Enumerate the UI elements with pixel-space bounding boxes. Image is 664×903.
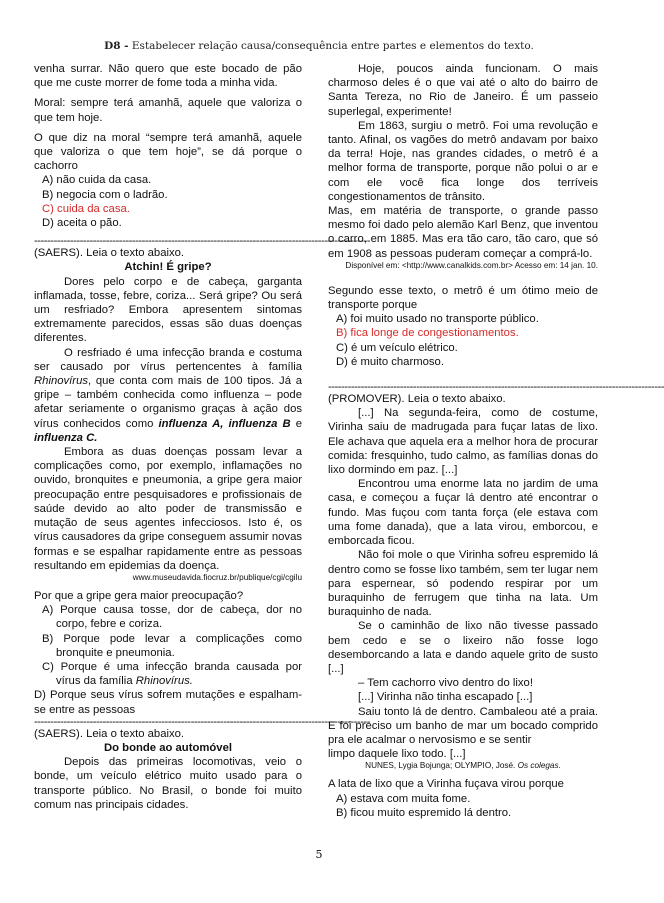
virinha-paragraph-6: limpo daquele lixo todo. [...]	[328, 748, 466, 761]
question-2-option-a: A) Porque causa tosse, dor de cabeça, dor no corpo, febre e coriza.	[42, 604, 302, 631]
virinha-paragraph-5: Saiu tonto lá de dentro. Cambaleou até a praia. E foi preciso um banho de mar um bocado comprido pra ele acalmar o nervosismo e se sentir	[328, 705, 598, 746]
source-saers-2: (SAERS). Leia o texto abaixo.	[34, 727, 185, 740]
source-citation-nunes: NUNES, Lygia Bojunga; OLYMPIO, José. Os colegas.	[365, 761, 561, 771]
question-3-stem: Segundo esse texto, o metrô é um ótimo meio de transporte porque	[328, 284, 598, 312]
source-link-fiocruz: www.museudavida.fiocruz.br/publique/cgi/cgilu	[132, 572, 302, 582]
right-column	[328, 62, 664, 820]
question-2-option-d: D) Porque seus vírus sofrem mutações e espalham-se entre as pessoas	[34, 689, 302, 716]
bonde-paragraph-4: Mas, em matéria de transporte, o grande passo mesmo foi dado pelo alemão Karl Benz, que inventou o carro, em 1885. Mas era tão caro, tão caro, que só em 1908 as pessoas puderam começar a comprá-lo.	[328, 205, 598, 260]
question-3-option-d: D) é muito charmoso.	[336, 355, 444, 368]
question-1-option-d: D) aceita o pão.	[42, 217, 122, 230]
virinha-dialogue-1: – Tem cachorro vivo dentro do lixo!	[358, 677, 533, 690]
question-1-option-b: B) negocia com o ladrão.	[42, 188, 168, 201]
page-number: 5	[315, 848, 323, 861]
bonde-paragraph-2: Hoje, poucos ainda funcionam. O mais charmoso deles é o que vai até o alto do bairro de Santa Tereza, no Rio de Janeiro. É um passeio superlegal, experimente!	[328, 63, 598, 118]
question-1-option-a: A) não cuida da casa.	[42, 174, 152, 187]
left-column	[34, 62, 370, 812]
gripe-paragraph-3: Embora as duas doenças possam levar a complicações como, por exemplo, inflamações no ouvido, bronquites e pneumonia, a gripe gera maior preocupação entre pesquisadores e profissionais de saúde devido ao alto poder de transmissão e mutação de seus agentes infecciosos. Isto é, os vírus causadores da gripe conseguem assumir novas formas e se espalhar rapidamente entre as pessoas resultando em epidemias da doença.	[34, 446, 302, 572]
question-4-option-a: A) estava com muita fome.	[336, 792, 471, 805]
descriptor-text: Estabelecer relação causa/consequência entre partes e elementos do texto.	[131, 40, 534, 52]
divider: -------------------------------------------------------------------------------------------------------	[328, 381, 664, 394]
source-promover: (PROMOVER). Leia o texto abaixo.	[328, 393, 506, 406]
gripe-paragraph-1: Dores pelo corpo e de cabeça, garganta inflamada, tosse, febre, coriza... Será gripe? Ou será um resfriado? Embora apresentem sintomas extremamente parecidos, essas são duas doenças diferentes.	[34, 275, 302, 345]
source-link-canalkids: Disponível em: <http://www.canalkids.com.br> Acesso em: 14 jan. 10.	[345, 260, 598, 270]
source-saers-1: (SAERS). Leia o texto abaixo.	[34, 247, 185, 260]
descriptor-code: D8 -	[104, 40, 129, 52]
page-header	[0, 40, 638, 52]
text-title-gripe: Atchin! É gripe?	[124, 261, 212, 274]
virinha-paragraph-2: Encontrou uma enorme lata no jardim de uma casa, e começou a fuçar lá dentro até encontrar o fundo. Mas fuçou com tanta força (ele estava com uma fome danada), que a lata virou, emborcou, e emborcada ficou.	[328, 478, 598, 548]
question-3-option-a: A) foi muito usado no transporte público.	[336, 313, 539, 326]
question-3-option-c: C) é um veículo elétrico.	[336, 341, 458, 354]
question-1-option-c-answer: C) cuida da casa.	[42, 202, 130, 215]
virinha-paragraph-4: Se o caminhão de lixo não tivesse passado bem cedo e se o lixeiro não fosse logo desemborcando a lata e dando aquele grito de susto [...]	[328, 620, 598, 675]
divider: -------------------------------------------------------------------------------------------------------	[34, 235, 370, 248]
question-2-option-c: C) Porque é uma infecção branda causada por vírus da família Rhinovírus.	[42, 660, 302, 688]
fable-moral: Moral: sempre terá amanhã, aquele que valoriza o que tem hoje.	[34, 97, 302, 124]
gripe-paragraph-2: O resfriado é uma infecção branda e costuma ser causado por vírus pertencentes à família Rhinovírus, que conta com mais de 100 tipos. Já a gripe – também conhecida como influenza – pode afetar seriamente o organismo graças à ação dos vírus conhecidos como influenza A, influenza B e influenza C.	[34, 346, 302, 444]
question-1-stem: O que diz na moral “sempre terá amanhã, aquele que valoriza o que tem hoje”, se dá porque o cachorro	[34, 131, 302, 173]
fable-ending: venha surrar. Não quero que este bocado de pão que me custe morrer de fome toda a minha vida.	[34, 63, 302, 90]
virinha-paragraph-1: [...] Na segunda-feira, como de costume, Virinha saiu de madrugada para fuçar latas de lixo. Ele achava que aquela era a melhor hora de procurar comida: fresquinho, tudo calmo, as famílias donas do lixo dormindo em paz. [...]	[328, 407, 598, 477]
bonde-paragraph-1: Depois das primeiras locomotivas, veio o bonde, um veículo elétrico muito usado para o transporte público. No Brasil, o bonde foi muito comum nas principais cidades.	[34, 756, 302, 811]
question-2-stem: Por que a gripe gera maior preocupação?	[34, 589, 244, 602]
question-3-option-b-answer: B) fica longe de congestionamentos.	[336, 327, 519, 340]
divider: -------------------------------------------------------------------------------------------------------	[34, 715, 370, 728]
text-title-bonde: Do bonde ao automóvel	[103, 741, 233, 754]
virinha-paragraph-3: Não foi mole o que Virinha sofreu espremido lá dentro como se fosse lixo também, sem ter lugar nem para espernear, só podendo respirar por um buraquinho de ferrugem que tinha na lata. Um buraquinho de nada.	[328, 549, 598, 619]
question-4-stem: A lata de lixo que a Virinha fuçava virou porque	[328, 778, 564, 791]
question-4-option-b: B) ficou muito espremido lá dentro.	[336, 806, 512, 819]
bonde-paragraph-3: Em 1863, surgiu o metrô. Foi uma revolução e tanto. Afinal, os vagões do metrô andavam por baixo da terra! Hoje, nas grandes cidades, o metrô é a melhor forma de transporte, porque não polui o ar e com ele você fica longe dos terríveis congestionamentos de trânsito.	[328, 119, 598, 203]
virinha-dialogue-2: [...] Virinha não tinha escapado [...]	[358, 691, 533, 704]
question-2-option-b: B) Porque pode levar a complicações como bronquite e pneumonia.	[42, 632, 302, 659]
